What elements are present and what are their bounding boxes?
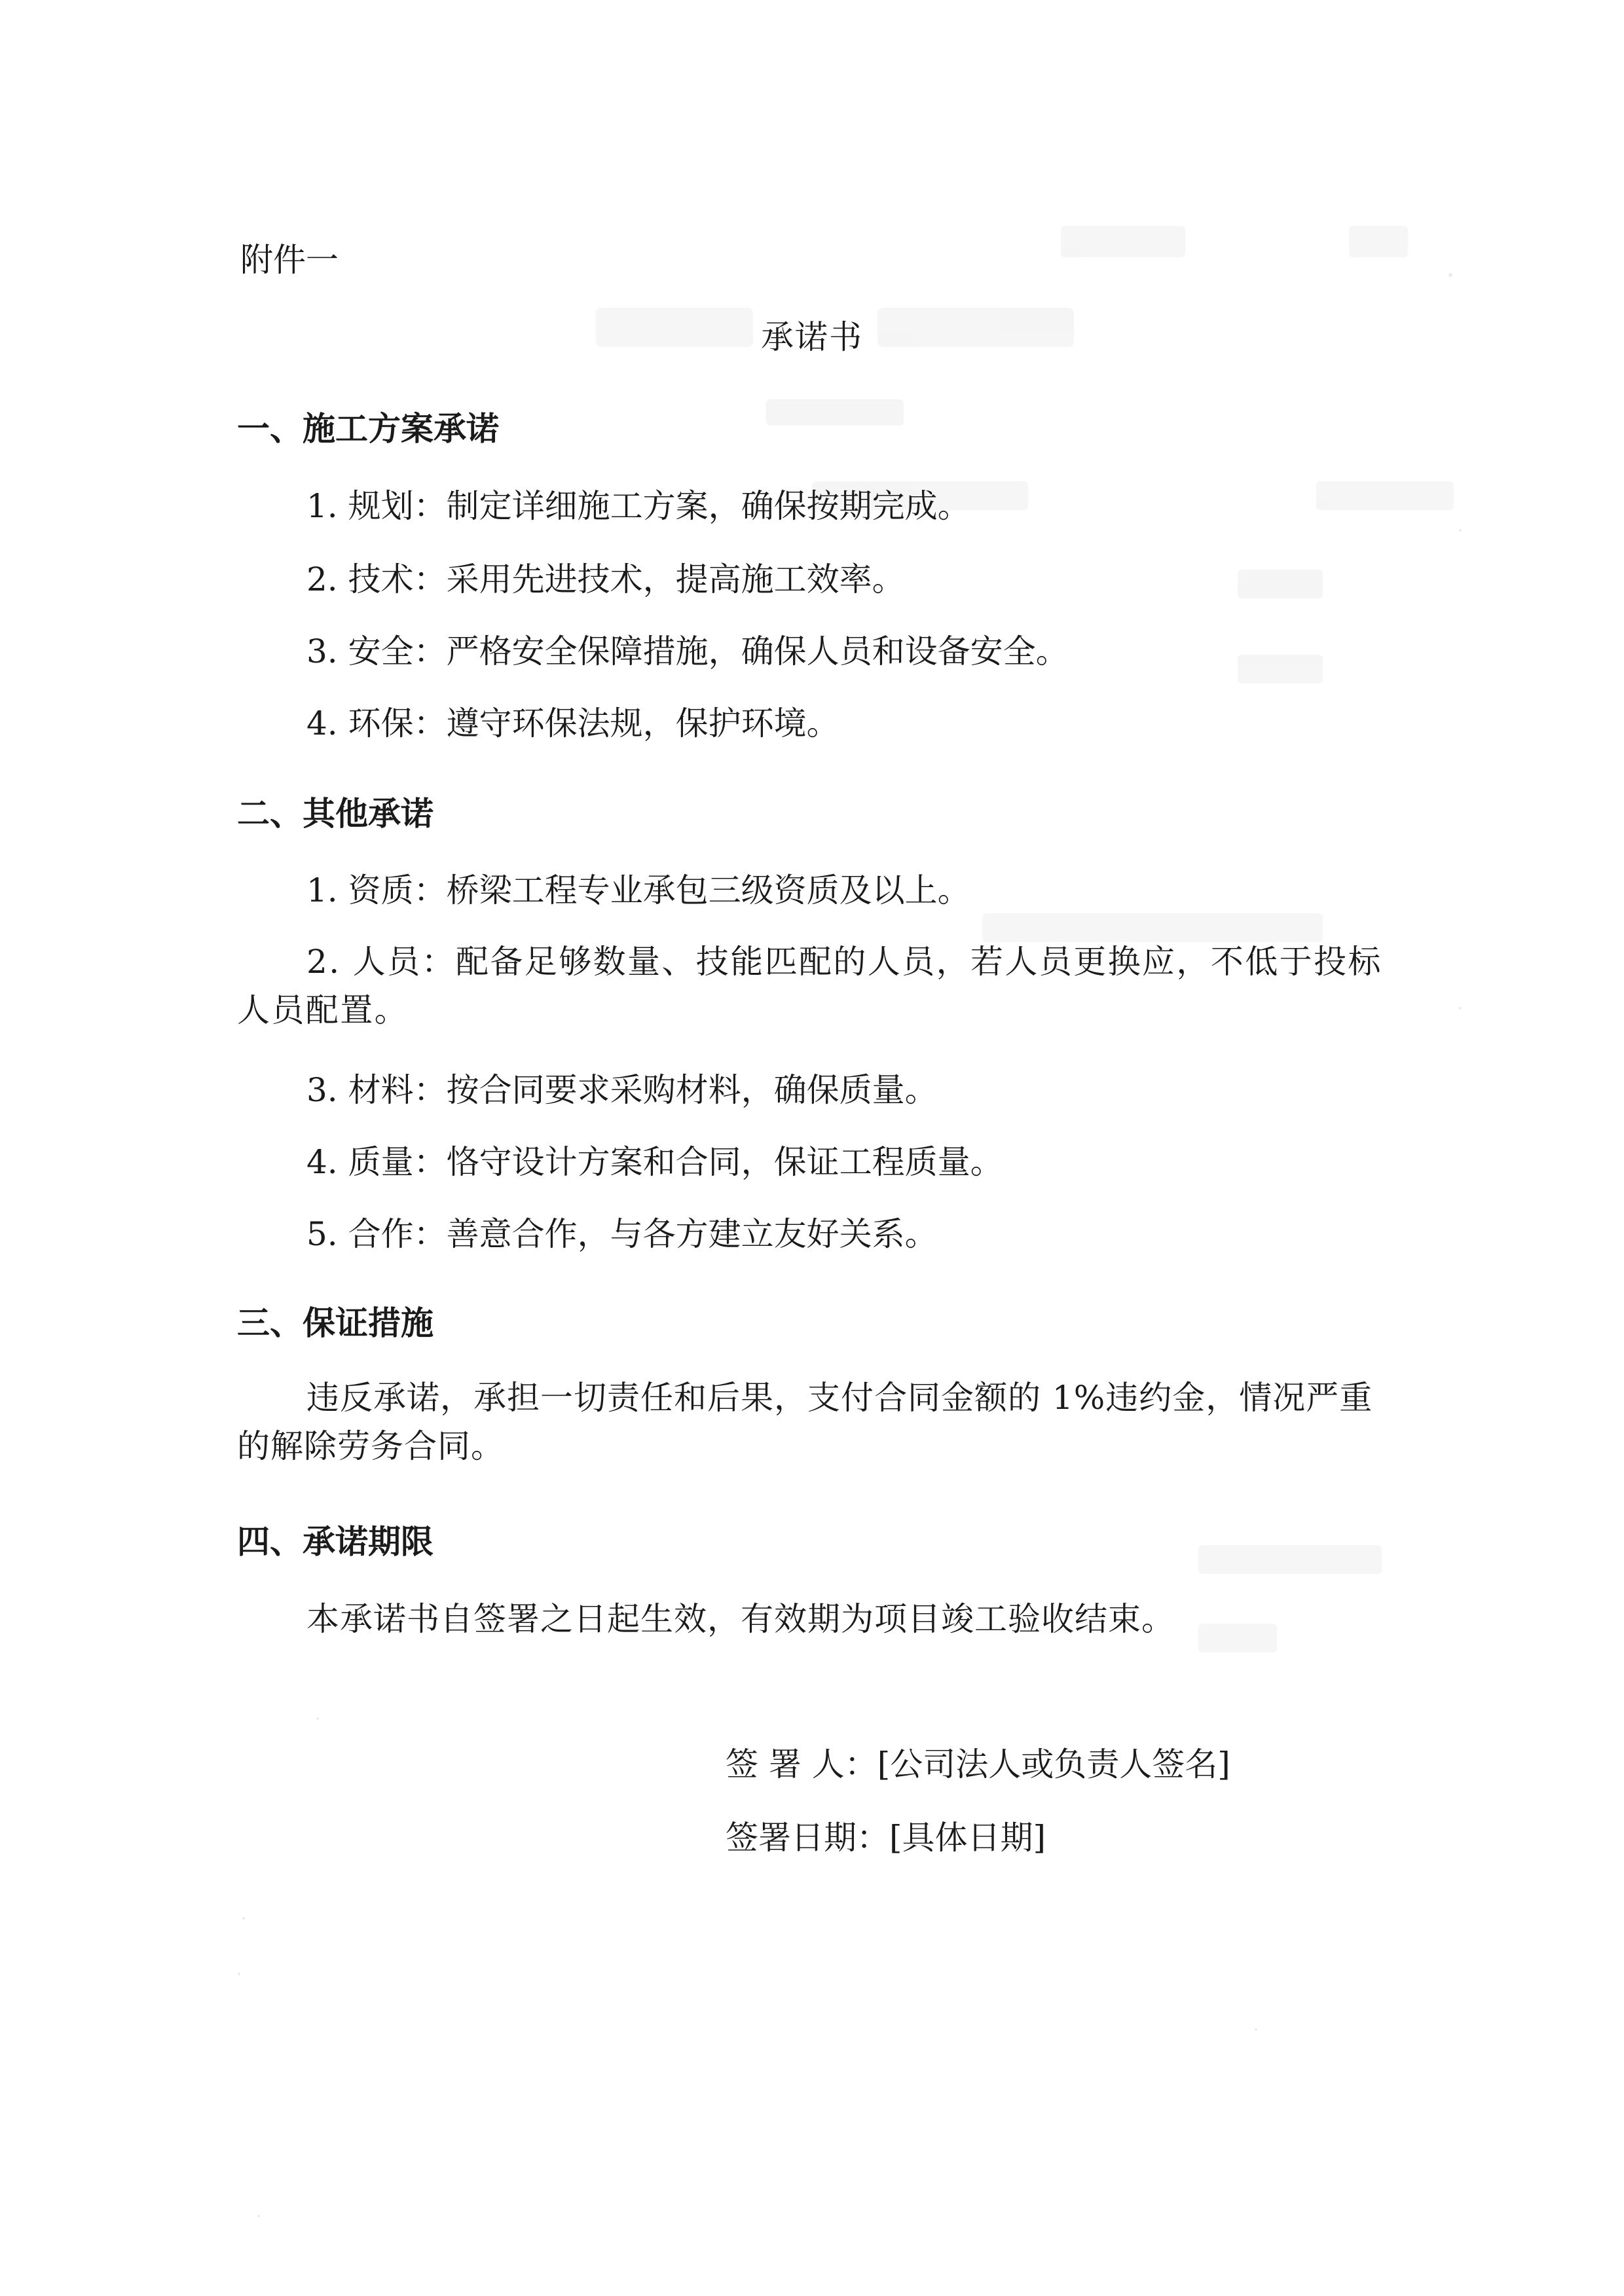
signer-label: 签 署 人： <box>726 1745 877 1783</box>
list-item: 2. 技术：采用先进技术，提高施工效率。 <box>306 560 905 598</box>
list-item: 1. 资质：桥梁工程专业承包三级资质及以上。 <box>306 871 970 909</box>
date-line <box>726 1815 1046 1861</box>
section-heading: 四、承诺期限 <box>237 1523 434 1561</box>
list-item: 5. 合作：善意合作，与各方建立友好关系。 <box>306 1215 938 1253</box>
signer-value: [公司法人或负责人签名] <box>877 1745 1230 1783</box>
attachment-label: 附件一 <box>240 241 339 279</box>
section-heading: 二、其他承诺 <box>237 795 434 833</box>
date-label: 签署日期： <box>726 1819 889 1857</box>
document-title: 承诺书 <box>761 318 863 356</box>
section-heading: 三、保证措施 <box>237 1304 434 1342</box>
section-paragraph: 本承诺书自签署之日起生效，有效期为项目竣工验收结束。 <box>306 1600 1175 1638</box>
section-heading: 一、施工方案承诺 <box>237 410 499 448</box>
signer-line <box>726 1741 1230 1787</box>
section-paragraph: 违反承诺，承担一切责任和后果，支付合同金额的 1%违约金，情况严重的解除劳务合同。 <box>237 1379 1373 1465</box>
date-value: [具体日期] <box>889 1819 1046 1857</box>
list-item: 4. 质量：恪守设计方案和合同，保证工程质量。 <box>306 1143 1003 1181</box>
list-item: 4. 环保：遵守环保法规，保护环境。 <box>306 704 840 742</box>
list-item: 3. 材料：按合同要求采购材料，确保质量。 <box>306 1071 938 1109</box>
list-item: 3. 安全：严格安全保障措施，确保人员和设备安全。 <box>306 632 1069 670</box>
list-item-wrapped: 2. 人员：配备足够数量、技能匹配的人员，若人员更换应，不低于投标人员配置。 <box>237 943 1382 1029</box>
list-item: 1. 规划：制定详细施工方案，确保按期完成。 <box>306 487 970 525</box>
